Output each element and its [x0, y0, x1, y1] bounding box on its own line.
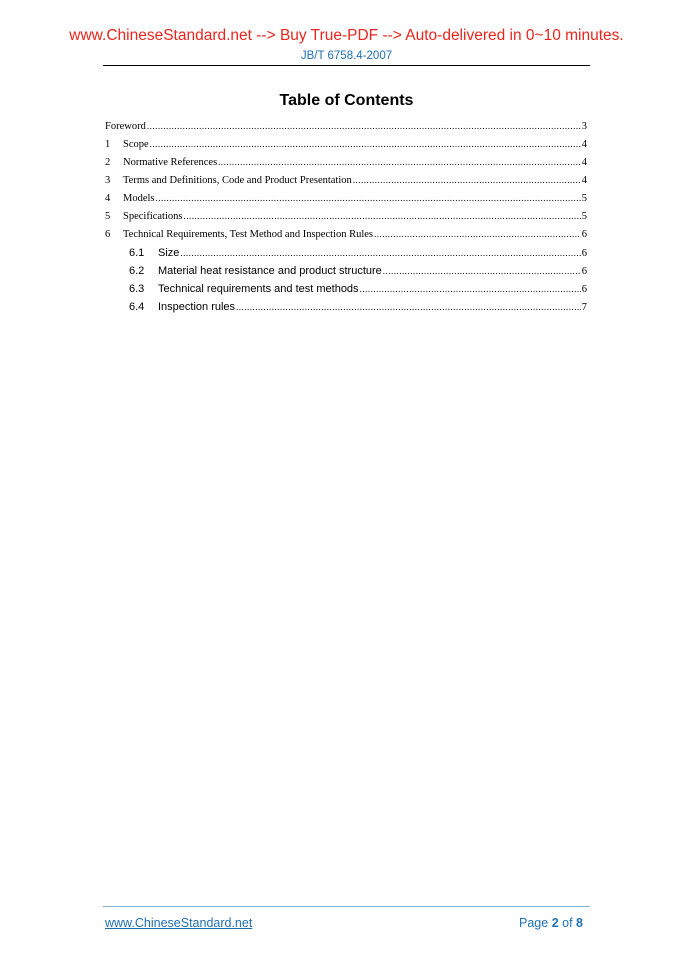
toc-subentry-page: 7 — [581, 302, 587, 313]
toc-subentry-number: 6.2 — [129, 265, 145, 277]
toc-subentry-number: 6.3 — [129, 283, 145, 295]
toc-entry-number: 3 — [105, 175, 111, 186]
toc-entry-page: 5 — [581, 211, 587, 222]
toc-dot-leader — [147, 121, 581, 131]
toc-dot-leader — [150, 139, 581, 149]
toc-entry-page: 3 — [581, 121, 587, 132]
toc-dot-leader — [360, 284, 581, 294]
toc-subentry-inspection-rules[interactable] — [129, 301, 587, 317]
toc-dot-leader — [353, 175, 581, 185]
footer-divider — [103, 906, 590, 907]
toc-entry-label: Normative References — [123, 157, 218, 168]
toc-entry-label: Specifications — [123, 211, 183, 222]
toc-dot-leader — [156, 193, 581, 203]
toc-subentry-technical-requirements-test-methods[interactable] — [129, 283, 587, 299]
footer-website-link[interactable]: www.ChineseStandard.net — [105, 916, 253, 930]
toc-subentry-material-heat-resistance[interactable] — [129, 265, 587, 281]
header-banner-link[interactable]: www.ChineseStandard.net --> Buy True-PDF --> Auto-delivered in 0~10 minutes. — [69, 27, 624, 44]
toc-entry-number: 2 — [105, 157, 111, 168]
toc-dot-leader — [183, 211, 580, 221]
toc-entry-label: Scope — [123, 139, 149, 150]
document-id: JB/T 6758.4-2007 — [300, 50, 393, 62]
toc-subentry-label: Technical requirements and test methods — [158, 283, 359, 295]
toc-entry-page: 4 — [581, 175, 587, 186]
toc-entry-scope[interactable] — [105, 139, 587, 155]
toc-subentry-label: Size — [158, 247, 180, 259]
toc-entry-technical-requirements[interactable] — [105, 229, 587, 245]
page-total: 8 — [576, 916, 583, 930]
header-divider — [103, 65, 590, 66]
toc-subentry-label: Material heat resistance and product structure — [158, 265, 382, 277]
toc-dot-leader — [218, 157, 581, 167]
footer-page-indicator — [519, 916, 583, 930]
toc-entry-specifications[interactable] — [105, 211, 587, 227]
toc-subentry-label: Inspection rules — [158, 301, 236, 313]
toc-subentry-size[interactable] — [129, 247, 587, 263]
toc-entry-page: 6 — [581, 229, 587, 240]
toc-subentry-number: 6.4 — [129, 301, 145, 313]
toc-subentry-page: 6 — [581, 266, 587, 277]
toc-entry-number: 6 — [105, 229, 111, 240]
toc-entry-label: Foreword — [105, 121, 146, 132]
toc-entry-number: 4 — [105, 193, 111, 204]
toc-entry-label: Models — [123, 193, 155, 204]
toc-dot-leader — [383, 266, 581, 276]
toc-entry-number: 5 — [105, 211, 111, 222]
toc-dot-leader — [374, 229, 581, 239]
toc-subentry-number: 6.1 — [129, 247, 145, 259]
page-prefix: Page — [519, 916, 549, 930]
toc-entry-label: Terms and Definitions, Code and Product Presentation — [123, 175, 352, 186]
toc-entry-normative-references[interactable] — [105, 157, 587, 173]
toc-entry-page: 4 — [581, 139, 587, 150]
toc-entry-terms-definitions[interactable] — [105, 175, 587, 191]
toc-dot-leader — [180, 248, 580, 258]
toc-entry-page: 5 — [581, 193, 587, 204]
toc-subentry-page: 6 — [581, 284, 587, 295]
page-current: 2 — [551, 916, 559, 930]
toc-entry-page: 4 — [581, 157, 587, 168]
toc-subentry-page: 6 — [581, 248, 587, 259]
toc-entry-foreword[interactable] — [105, 121, 587, 137]
toc-dot-leader — [236, 302, 581, 312]
page-of: of — [562, 916, 573, 930]
toc-entry-models[interactable] — [105, 193, 587, 209]
toc-entry-number: 1 — [105, 139, 111, 150]
toc-entry-label: Technical Requirements, Test Method and Inspection Rules — [123, 229, 373, 240]
toc-title: Table of Contents — [279, 92, 414, 109]
